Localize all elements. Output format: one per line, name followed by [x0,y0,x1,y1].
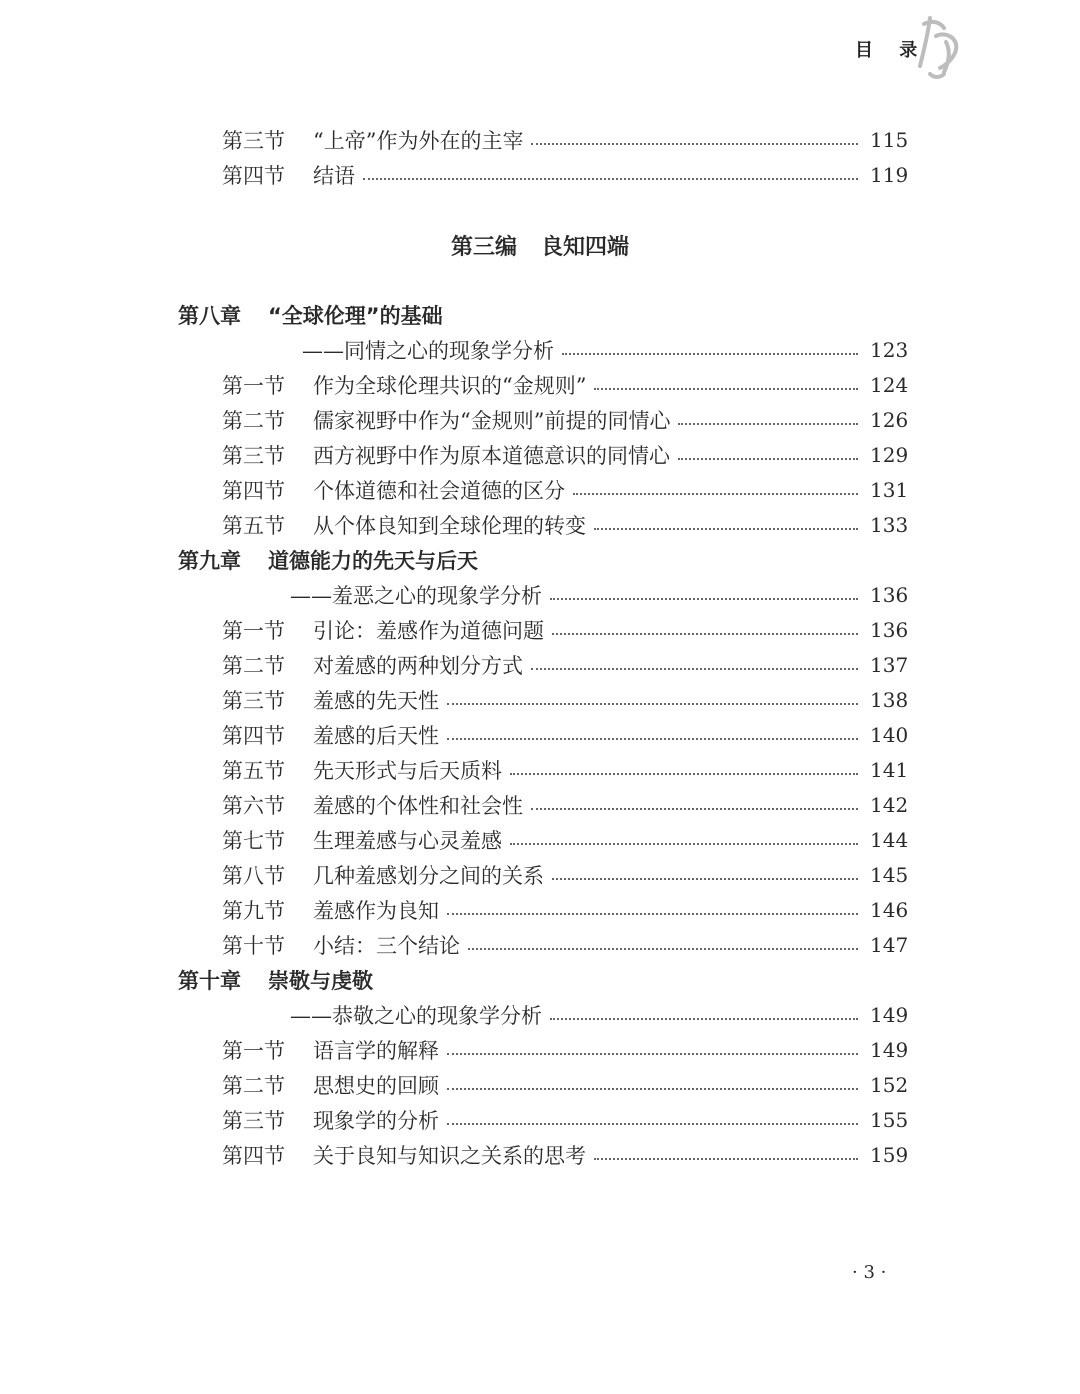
page-ref: 142 [870,793,909,817]
chapter-subtitle-row[interactable] [0,1000,1080,1030]
section-number: 第八节 [222,864,285,888]
toc-row[interactable] [0,720,1080,750]
dot-leader [678,458,858,460]
dot-leader [678,423,858,425]
section-title: 从个体良知到全球伦理的转变 [313,514,586,538]
dot-leader [510,773,858,775]
page-ref: 119 [870,163,909,187]
page-ref: 131 [870,478,909,502]
toc-row[interactable] [0,405,1080,435]
section-number: 第四节 [222,164,285,188]
toc-row[interactable] [0,930,1080,960]
section-number: 第一节 [222,619,285,643]
page-ref: 138 [870,688,909,712]
toc-row[interactable] [0,475,1080,505]
section-title: 羞感的个体性和社会性 [313,794,523,818]
chapter-heading[interactable] [178,965,373,995]
page-ref: 155 [870,1108,909,1132]
page-ref: 124 [870,373,909,397]
section-title: 引论：羞感作为道德问题 [313,619,544,643]
section-title: 对羞感的两种划分方式 [313,654,523,678]
calligraphy-logo-icon [910,14,966,84]
dot-leader [531,668,858,670]
chapter-heading[interactable] [178,545,478,575]
dot-leader [447,1123,858,1125]
section-title: 羞感的后天性 [313,724,439,748]
chapter-number: 第十章 [178,969,241,993]
page-ref: 140 [870,723,909,747]
dot-leader [573,493,858,495]
dot-leader [562,353,858,355]
section-number: 第四节 [222,724,285,748]
section-title: 羞感作为良知 [313,899,439,923]
chapter-heading[interactable] [178,300,443,330]
section-title: 语言学的解释 [313,1039,439,1063]
toc-row[interactable] [0,1035,1080,1065]
dot-leader [594,388,858,390]
toc-row[interactable] [0,1140,1080,1170]
dot-leader [531,143,858,145]
dot-leader [447,703,858,705]
toc-row[interactable] [0,370,1080,400]
chapter-subtitle-row[interactable] [0,335,1080,365]
section-number: 第五节 [222,759,285,783]
section-title: 关于良知与知识之关系的思考 [313,1144,586,1168]
section-number: 第五节 [222,514,285,538]
page-ref: 123 [870,338,909,362]
section-number: 第二节 [222,654,285,678]
running-header: 目 录 [855,40,928,61]
page-ref: 141 [870,758,909,782]
toc-row[interactable] [0,440,1080,470]
dot-leader [550,598,858,600]
section-title: 羞感的先天性 [313,689,439,713]
chapter-title: 道德能力的先天与后天 [268,549,478,573]
dot-leader [363,178,858,180]
section-number: 第一节 [222,374,285,398]
section-number: 第一节 [222,1039,285,1063]
section-title: 思想史的回顾 [313,1074,439,1098]
dot-leader [447,1088,858,1090]
page-ref: 149 [870,1003,909,1027]
page-ref: 147 [870,933,909,957]
page-ref: 126 [870,408,909,432]
chapter-number: 第九章 [178,549,241,573]
dot-leader [594,1158,858,1160]
dot-leader [510,843,858,845]
toc-row[interactable] [0,685,1080,715]
page-ref: 133 [870,513,909,537]
section-number: 第十节 [222,934,285,958]
chapter-subtitle: ——同情之心的现象学分析 [302,339,554,363]
toc-row[interactable] [0,160,1080,190]
section-title: 生理羞感与心灵羞感 [313,829,502,853]
section-title: “上帝”作为外在的主宰 [313,129,524,153]
section-title: 个体道德和社会道德的区分 [313,479,565,503]
chapter-subtitle: ——恭敬之心的现象学分析 [290,1004,542,1028]
toc-row[interactable] [0,510,1080,540]
dot-leader [531,808,858,810]
section-title: 儒家视野中作为“金规则”前提的同情心 [313,409,671,433]
dot-leader [447,1053,858,1055]
toc-row[interactable] [0,825,1080,855]
page-ref: 145 [870,863,909,887]
page-ref: 149 [870,1038,909,1062]
dot-leader [550,1018,858,1020]
dot-leader [552,633,858,635]
page-ref: 159 [870,1143,909,1167]
page-ref: 137 [870,653,909,677]
page-number: · 3 · [852,1262,887,1283]
chapter-number: 第八章 [178,304,241,328]
part-title: 良知四端 [541,235,630,260]
dot-leader [447,913,858,915]
section-title: 先天形式与后天质料 [313,759,502,783]
section-title: 几种羞感划分之间的关系 [313,864,544,888]
section-number: 第四节 [222,1144,285,1168]
toc-row[interactable] [0,650,1080,680]
page-ref: 115 [870,128,909,152]
toc-row[interactable] [0,895,1080,925]
dot-leader [447,738,858,740]
toc-row[interactable] [0,125,1080,155]
toc-row[interactable] [0,615,1080,645]
page-ref: 136 [870,583,909,607]
dot-leader [468,948,858,950]
chapter-subtitle: ——羞恶之心的现象学分析 [290,584,542,608]
section-number: 第七节 [222,829,285,853]
section-number: 第二节 [222,409,285,433]
toc-row[interactable] [0,1070,1080,1100]
section-title: 西方视野中作为原本道德意识的同情心 [313,444,670,468]
page-ref: 144 [870,828,909,852]
part-number: 第三编 [450,235,517,260]
page-ref: 152 [870,1073,909,1097]
toc-row[interactable] [0,790,1080,820]
page-ref: 136 [870,618,909,642]
page-ref: 129 [870,443,909,467]
section-number: 第三节 [222,689,285,713]
dot-leader [594,528,858,530]
part-heading [0,230,1080,261]
section-number: 第三节 [222,444,285,468]
toc-row[interactable] [0,1105,1080,1135]
chapter-title: 崇敬与虔敬 [268,969,373,993]
dot-leader [552,878,858,880]
page-ref: 146 [870,898,909,922]
toc-row[interactable] [0,860,1080,890]
section-title: 作为全球伦理共识的“金规则” [313,374,587,398]
chapter-subtitle-row[interactable] [0,580,1080,610]
section-number: 第六节 [222,794,285,818]
section-number: 第二节 [222,1074,285,1098]
section-number: 第四节 [222,479,285,503]
section-title: 结语 [313,164,355,188]
section-number: 第三节 [222,1109,285,1133]
section-title: 现象学的分析 [313,1109,439,1133]
section-number: 第九节 [222,899,285,923]
section-number: 第三节 [222,129,285,153]
toc-row[interactable] [0,755,1080,785]
chapter-title: “全球伦理”的基础 [268,304,443,328]
section-title: 小结：三个结论 [313,934,460,958]
